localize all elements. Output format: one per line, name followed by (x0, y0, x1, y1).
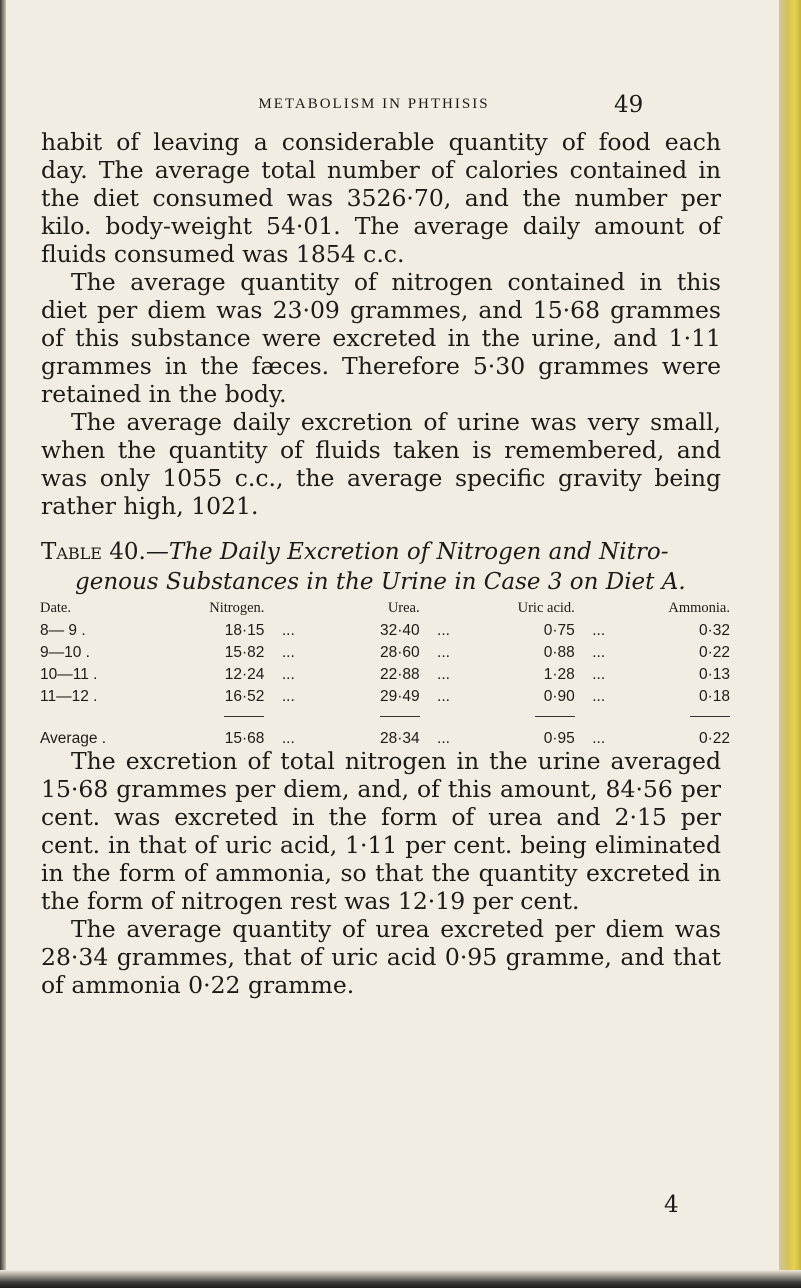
page-number: 49 (614, 92, 644, 118)
leader-dots: ... (592, 666, 606, 683)
table-label: Table 40. (41, 539, 146, 565)
table-row (40, 664, 730, 686)
header-uric-acid: Uric acid. (517, 599, 575, 616)
book-gutter-shadow (0, 0, 6, 1288)
table-row (40, 620, 730, 642)
cell-nitrogen: 16·52 (224, 688, 265, 705)
sum-rule (380, 716, 420, 717)
leader-dots: ... (281, 688, 295, 705)
cell-ammonia: 0·13 (698, 666, 730, 683)
body-text-top (41, 128, 721, 520)
cell-date: 10—11 . (40, 666, 98, 683)
cell-urea: 32·40 (379, 622, 420, 639)
cell-date: 8— 9 . (40, 622, 86, 639)
table-row (40, 686, 730, 708)
leader-dots: ... (281, 730, 295, 747)
book-cover-edge (779, 0, 801, 1288)
leader-dots: ... (437, 644, 450, 661)
leader-dots: ... (281, 644, 295, 661)
header-ammonia: Ammonia. (668, 599, 730, 616)
leader-dots: ... (281, 622, 295, 639)
cell-date: 9—10 . (40, 644, 90, 661)
cell-urea: 22·88 (379, 666, 420, 683)
cell-uric-acid: 0·90 (543, 688, 575, 705)
book-bottom-edge (0, 1270, 801, 1288)
paragraph: The excretion of total nitrogen in the urine averaged 15·68 grammes per diem, and, of this amount, 84·56 per cent. was excreted in the form of urea and 2·15 per cent. in that of uric acid, 1·11 per cent. being eliminated in the form of ammonia, so that the quantity excreted in the form of nitrogen rest was 12·19 per cent. (41, 747, 721, 915)
cell-nitrogen: 15·68 (224, 730, 265, 747)
paragraph: The average quantity of nitrogen contained in this diet per diem was 23·09 grammes, and 15·68 grammes of this substance were excreted in the urine, and 1·11 grammes in the fæces. Therefore 5·30 grammes were retained in the body. (41, 268, 721, 408)
cell-ammonia: 0·32 (698, 622, 730, 639)
leader-dots: ... (592, 622, 606, 639)
table-header-row (40, 596, 730, 620)
sum-rule (535, 716, 575, 717)
paragraph: The average quantity of urea excreted per diem was 28·34 grammes, that of uric acid 0·95 gramme, and that of ammonia 0·22 gramme. (41, 915, 721, 999)
cell-ammonia: 0·18 (698, 688, 730, 705)
cell-nitrogen: 18·15 (224, 622, 265, 639)
excretion-table (40, 596, 730, 752)
cell-ammonia: 0·22 (698, 644, 730, 661)
sum-rule (690, 716, 730, 717)
table-title-line2: genous Substances in the Urine in Case 3 on Diet A. (75, 569, 686, 595)
cell-urea: 28·60 (379, 644, 420, 661)
header-nitrogen: Nitrogen. (209, 599, 265, 616)
table-caption (41, 537, 731, 597)
paragraph: habit of leaving a considerable quantity of food each day. The average total number of calories contained in the diet consumed was 3526·70, and the number per kilo. body-weight 54·01. The average daily amount of fluids consumed was 1854 c.c. (41, 128, 721, 268)
header-urea: Urea. (387, 599, 420, 616)
leader-dots: ... (592, 730, 606, 747)
cell-uric-acid: 0·88 (543, 644, 575, 661)
cell-nitrogen: 15·82 (224, 644, 265, 661)
cell-nitrogen: 12·24 (224, 666, 265, 683)
header-date: Date. (40, 599, 71, 616)
paragraph: The average daily excretion of urine was very small, when the quantity of fluids taken is remembered, and was only 1055 c.c., the average specific gravity being rather high, 1021. (41, 408, 721, 520)
table-row (40, 642, 730, 664)
leader-dots: ... (592, 644, 606, 661)
leader-dots: ... (281, 666, 295, 683)
cell-urea: 28·34 (379, 730, 420, 747)
cell-uric-acid: 1·28 (543, 666, 575, 683)
table-title-line1: —The Daily Excretion of Nitrogen and Nitro- (145, 539, 669, 565)
leader-dots: ... (437, 666, 450, 683)
leader-dots: ... (437, 622, 450, 639)
running-title: METABOLISM IN PHTHISIS (258, 96, 490, 112)
cell-uric-acid: 0·95 (543, 730, 575, 747)
leader-dots: ... (437, 688, 450, 705)
cell-date: 11—12 . (40, 688, 98, 705)
leader-dots: ... (592, 688, 606, 705)
sum-rule (224, 716, 264, 717)
signature-mark: 4 (664, 1192, 679, 1218)
cell-ammonia: 0·22 (698, 730, 730, 747)
cell-urea: 29·49 (379, 688, 420, 705)
leader-dots: ... (437, 730, 450, 747)
table-rule-row (40, 708, 730, 726)
body-text-bottom (41, 747, 721, 999)
cell-date: Average . (40, 730, 107, 747)
cell-uric-acid: 0·75 (543, 622, 575, 639)
